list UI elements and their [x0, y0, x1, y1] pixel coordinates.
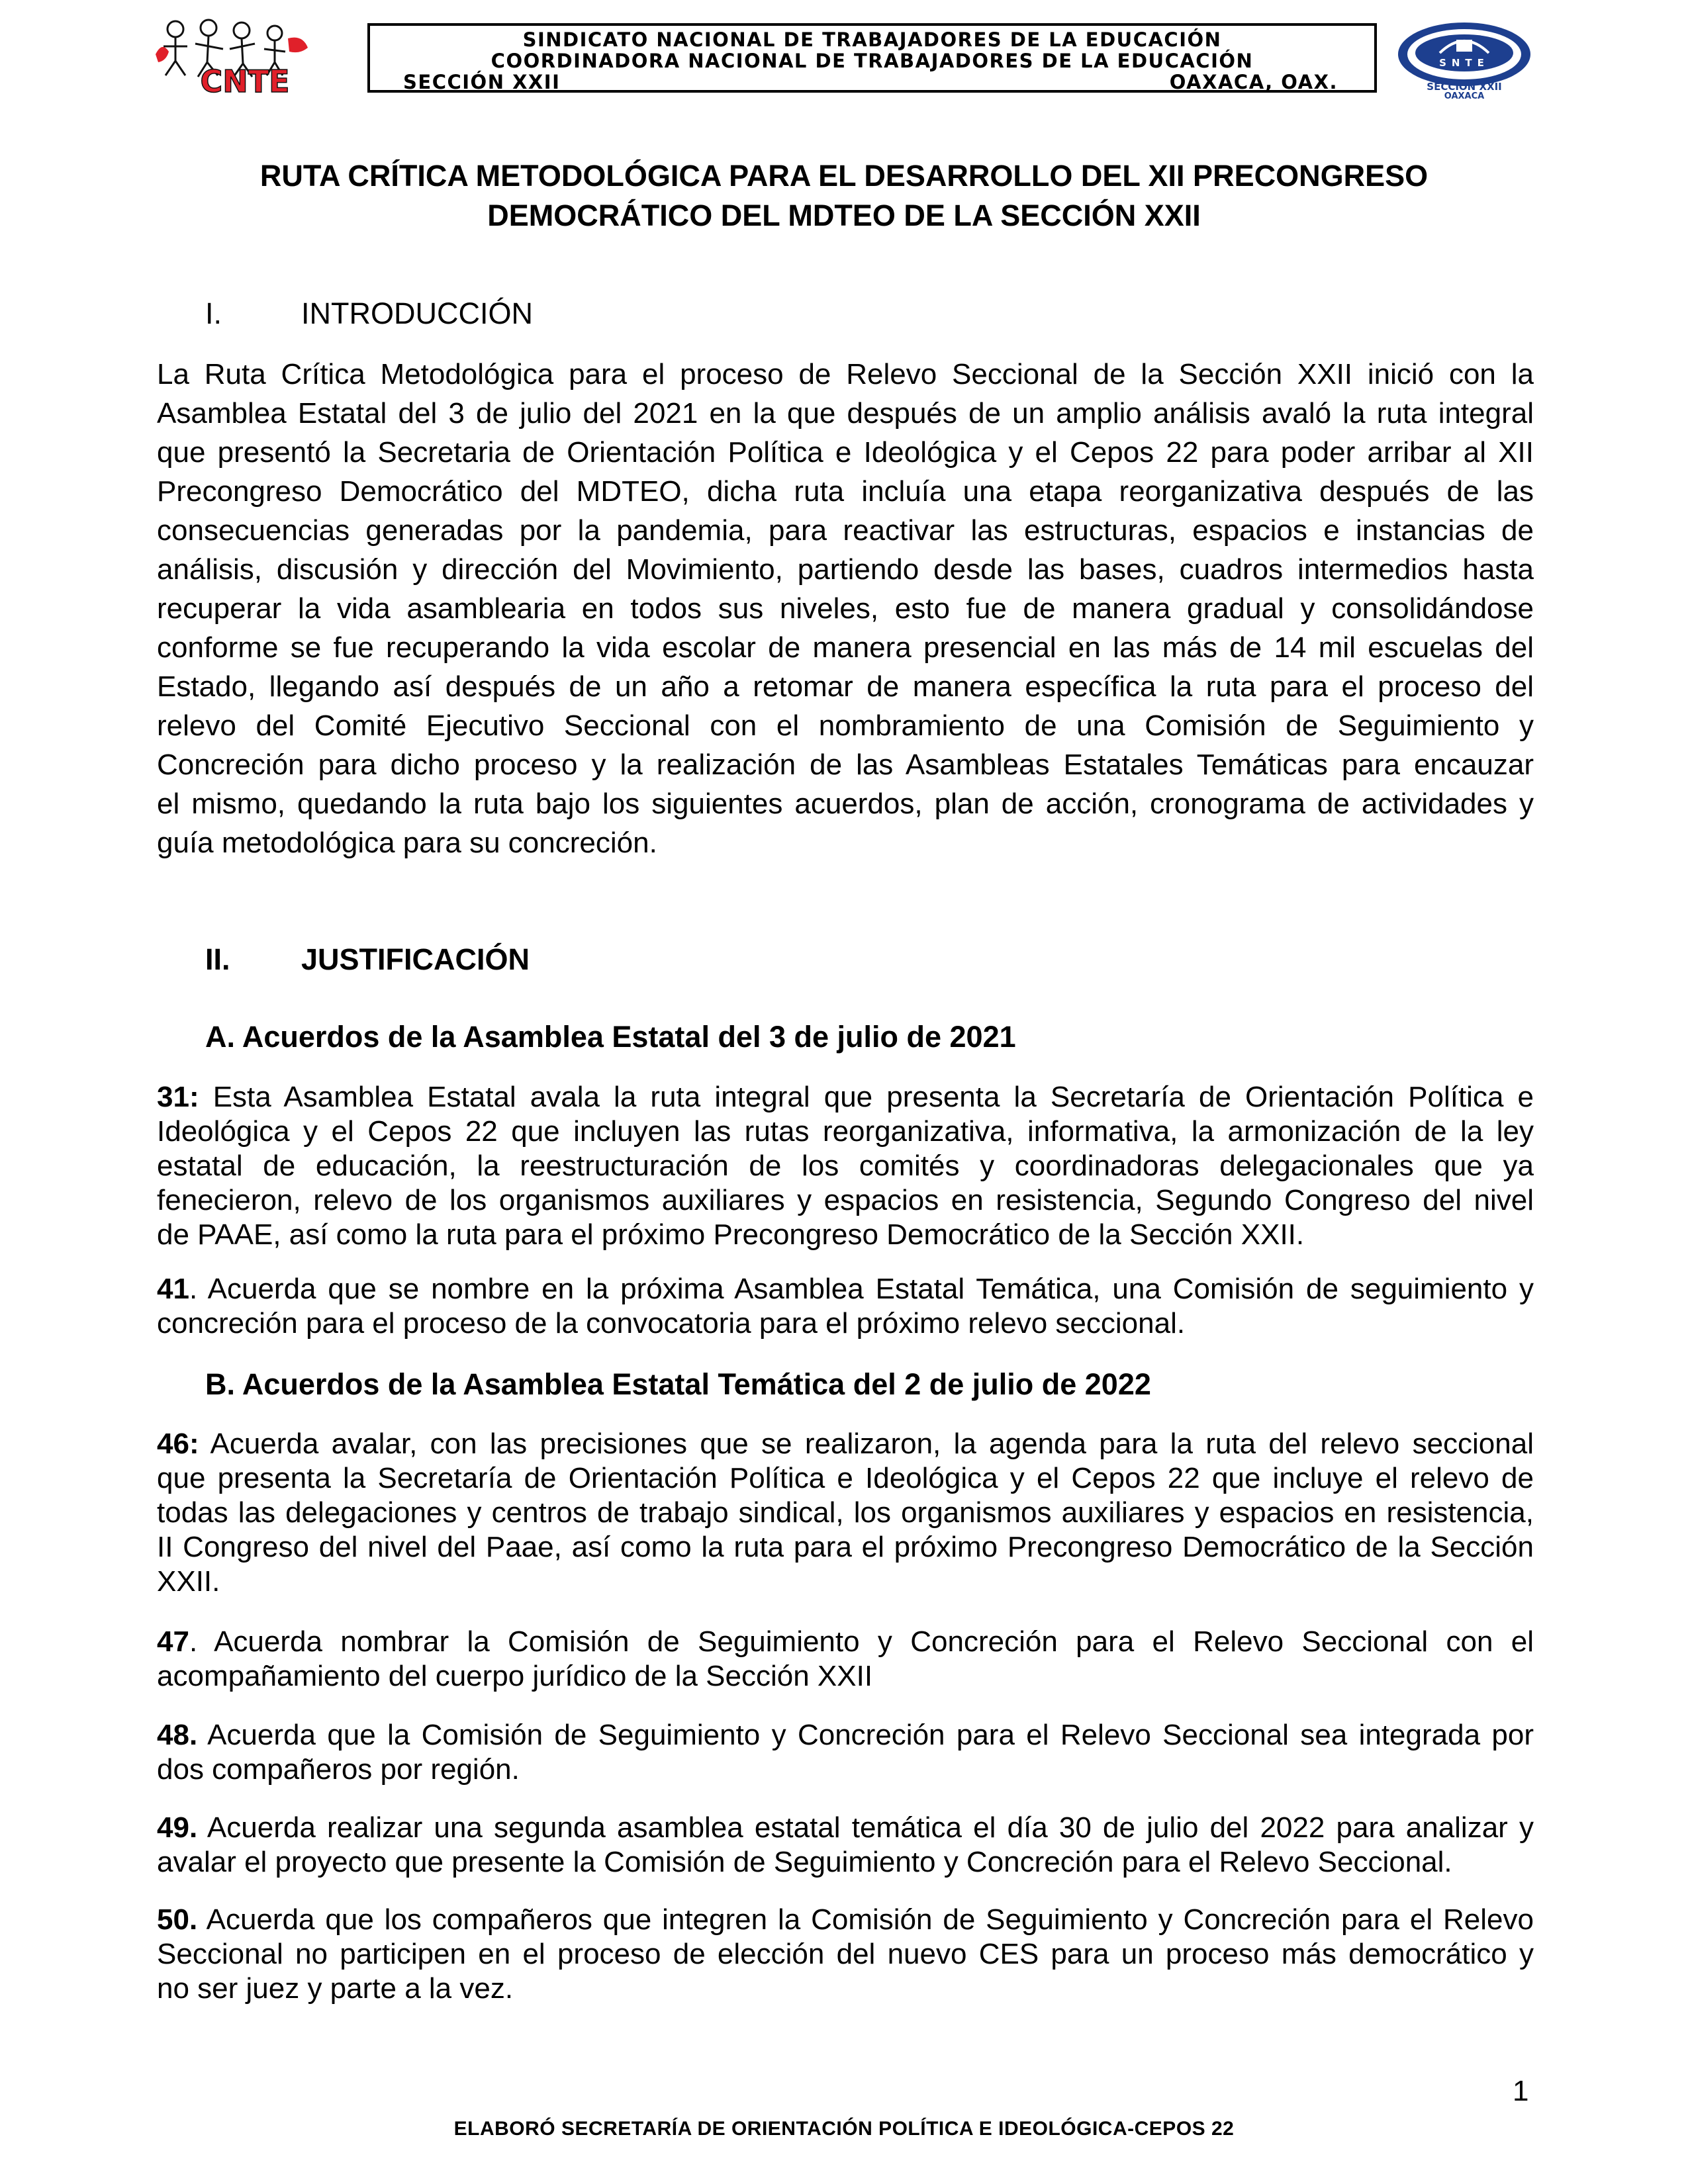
agreement-number: 50.	[157, 1903, 198, 1936]
agreement-paragraph	[157, 1080, 1534, 1252]
subsection-b-heading: B. Acuerdos de la Asamblea Estatal Temática del 2 de julio de 2022	[205, 1367, 1151, 1401]
agreement-line	[157, 1811, 1534, 1845]
introduction-line: recuperar la vida asamblearia en todos sus niveles, esto fue de manera gradual y consolidándose	[157, 592, 1534, 625]
agreement-text: Seccional no participen en el proceso de elección del nuevo CES para un proceso más democrático y	[157, 1938, 1534, 1970]
letterhead-section: SECCIÓN XXII	[403, 71, 561, 93]
snte-seal-caption-2: OAXACA	[1444, 91, 1485, 99]
agreement-line	[157, 1218, 1534, 1252]
agreement-text: Ideológica y el Cepos 22 que incluyen las rutas reorganizativa, informativa, la armonización de la ley	[157, 1115, 1534, 1148]
introduction-line: Asamblea Estatal del 3 de julio del 2021 en la que después de un amplio análisis avaló la ruta integral	[157, 397, 1534, 430]
agreement-line	[157, 1427, 1534, 1461]
letterhead-line-2: COORDINADORA NACIONAL DE TRABAJADORES DE LA EDUCACIÓN	[491, 50, 1254, 72]
letterhead-box	[367, 23, 1377, 93]
section-1-title: INTRODUCCIÓN	[301, 296, 533, 330]
agreement-paragraph	[157, 1718, 1534, 1787]
agreement-text: dos compañeros por región.	[157, 1753, 520, 1786]
introduction-line: guía metodológica para su concreción.	[157, 827, 657, 859]
agreement-text: . Acuerda nombrar la Comisión de Seguimiento y Concreción para el Relevo Seccional con el	[189, 1625, 1534, 1658]
agreement-text: Esta Asamblea Estatal avala la ruta integral que presenta la Secretaría de Orientación Política e	[199, 1081, 1534, 1113]
agreement-line	[157, 1461, 1534, 1496]
agreement-paragraph	[157, 1903, 1534, 2006]
agreement-text: concreción para el proceso de la convocatoria para el próximo relevo seccional.	[157, 1307, 1186, 1340]
agreement-text: no ser juez y parte a la vez.	[157, 1972, 514, 2005]
agreement-line	[157, 1937, 1534, 1972]
document-title-line-1: RUTA CRÍTICA METODOLÓGICA PARA EL DESARROLLO DEL XII PRECONGRESO	[259, 159, 1429, 193]
introduction-line: análisis, discusión y dirección del Movimiento, partiendo desde las bases, cuadros intermedios hasta	[157, 553, 1534, 586]
document-title	[132, 156, 1556, 236]
agreement-line	[157, 1115, 1534, 1149]
introduction-line: Precongreso Democrático del MDTEO, dicha ruta incluía una etapa reorganizativa después de las	[157, 475, 1534, 508]
agreement-line	[157, 1903, 1534, 1937]
introduction-line: consecuencias generadas por la pandemia, para reactivar las estructuras, espacios e instancias de	[157, 514, 1534, 547]
agreement-paragraph	[157, 1625, 1534, 1694]
agreement-line	[157, 1149, 1534, 1183]
agreement-text: avalar el proyecto que presente la Comisión de Seguimiento y Concreción para el Relevo Seccional.	[157, 1846, 1452, 1878]
agreement-text: Acuerda avalar, con las precisiones que se realizaron, la agenda para la ruta del relevo seccional	[199, 1428, 1534, 1460]
agreement-text: de PAAE, así como la ruta para el próximo Precongreso Democrático de la Sección XXII.	[157, 1218, 1305, 1251]
document-title-line-2: DEMOCRÁTICO DEL MDTEO DE LA SECCIÓN XXII	[487, 199, 1201, 232]
agreement-paragraph	[157, 1811, 1534, 1880]
introduction-line: conforme se fue recuperando la vida escolar de manera presencial en las más de 14 mil escuelas del	[157, 631, 1534, 664]
introduction-line: La Ruta Crítica Metodológica para el proceso de Relevo Seccional de la Sección XXII inició con la	[157, 358, 1534, 390]
letterhead-line-3	[370, 71, 1374, 93]
agreement-text: Acuerda que los compañeros que integren la Comisión de Seguimiento y Concreción para el Relevo	[197, 1903, 1534, 1936]
agreement-paragraph	[157, 1272, 1534, 1341]
introduction-line: relevo del Comité Ejecutivo Seccional con el nombramiento de una Comisión de Seguimiento y	[157, 709, 1534, 742]
snte-seal-text: SNTE	[1439, 57, 1489, 69]
section-2-title: JUSTIFICACIÓN	[301, 942, 530, 976]
introduction-paragraph	[157, 355, 1534, 862]
agreement-text: XXII.	[157, 1565, 220, 1598]
section-2-heading	[205, 940, 530, 979]
agreement-line	[157, 1718, 1534, 1752]
agreement-line	[157, 1845, 1534, 1880]
agreement-text: todas las delegaciones y centros de trabajo sindical, los organismos auxiliares y espacios en resistencia,	[157, 1496, 1534, 1529]
agreement-number: 49.	[157, 1811, 198, 1844]
introduction-line: que presentó la Secretaria de Orientación Política e Ideológica y el Cepos 22 para poder arribar al XII	[157, 436, 1534, 469]
agreement-line	[157, 1272, 1534, 1306]
agreement-text: fenecieron, relevo de los organismos auxiliares y espacios en resistencia, Segundo Congreso del nivel	[157, 1184, 1534, 1216]
page-number: 1	[1513, 2075, 1529, 2107]
agreement-number: 31:	[157, 1081, 199, 1113]
introduction-line: Estado, llegando así después de un año a retomar de manera específica la ruta para el proceso del	[157, 670, 1534, 703]
agreement-line	[157, 1565, 1534, 1599]
letterhead-line-1: SINDICATO NACIONAL DE TRABAJADORES DE LA EDUCACIÓN	[522, 28, 1222, 51]
agreement-line	[157, 1530, 1534, 1565]
agreement-text: . Acuerda que se nombre en la próxima Asamblea Estatal Temática, una Comisión de seguimiento y	[189, 1273, 1534, 1305]
introduction-line: el mismo, quedando la ruta bajo los siguientes acuerdos, plan de acción, cronograma de actividades y	[157, 788, 1534, 820]
agreement-line	[157, 1080, 1534, 1115]
letterhead-location: OAXACA, OAX.	[1169, 71, 1338, 93]
introduction-line: Concreción para dicho proceso y la realización de las Asambleas Estatales Temáticas para encauzar	[157, 749, 1534, 781]
agreement-line	[157, 1306, 1534, 1341]
agreement-number: 46:	[157, 1428, 199, 1460]
agreement-number: 48.	[157, 1719, 198, 1751]
agreement-line	[157, 1659, 1534, 1694]
footer: ELABORÓ SECRETARÍA DE ORIENTACIÓN POLÍTICA E IDEOLÓGICA-CEPOS 22	[453, 2118, 1235, 2140]
section-2-number: II.	[205, 942, 230, 976]
section-1-number: I.	[205, 296, 222, 330]
section-1-heading	[205, 294, 533, 334]
agreement-paragraph	[157, 1427, 1534, 1599]
agreement-line	[157, 1752, 1534, 1787]
snte-seal	[1393, 20, 1536, 99]
agreement-number: 41	[157, 1273, 189, 1305]
agreement-text: Acuerda que la Comisión de Seguimiento y Concreción para el Relevo Seccional sea integrada por	[197, 1719, 1534, 1751]
agreement-text: acompañamiento del cuerpo jurídico de la Sección XXII	[157, 1660, 873, 1692]
cnte-logo	[149, 15, 341, 95]
agreement-text: que presenta la Secretaría de Orientación Política e Ideológica y el Cepos 22 que incluye el relevo de	[157, 1462, 1534, 1494]
agreement-text: II Congreso del nivel del Paae, así como la ruta para el próximo Precongreso Democrático de la Sección	[157, 1531, 1534, 1563]
agreement-line	[157, 1972, 1534, 2006]
agreement-text: Acuerda realizar una segunda asamblea estatal temática el día 30 de julio del 2022 para analizar y	[197, 1811, 1534, 1844]
agreement-line	[157, 1496, 1534, 1530]
snte-seal-caption-1: SECCION XXII	[1427, 81, 1502, 93]
letterhead	[0, 0, 1688, 106]
agreement-text: estatal de educación, la reestructuración de los comités y coordinadoras delegacionales que ya	[157, 1150, 1534, 1182]
agreement-line	[157, 1183, 1534, 1218]
agreement-number: 47	[157, 1625, 189, 1658]
agreement-line	[157, 1625, 1534, 1659]
cnte-logo-text: CNTE	[200, 64, 290, 95]
subsection-a-heading: A. Acuerdos de la Asamblea Estatal del 3 de julio de 2021	[205, 1020, 1016, 1054]
